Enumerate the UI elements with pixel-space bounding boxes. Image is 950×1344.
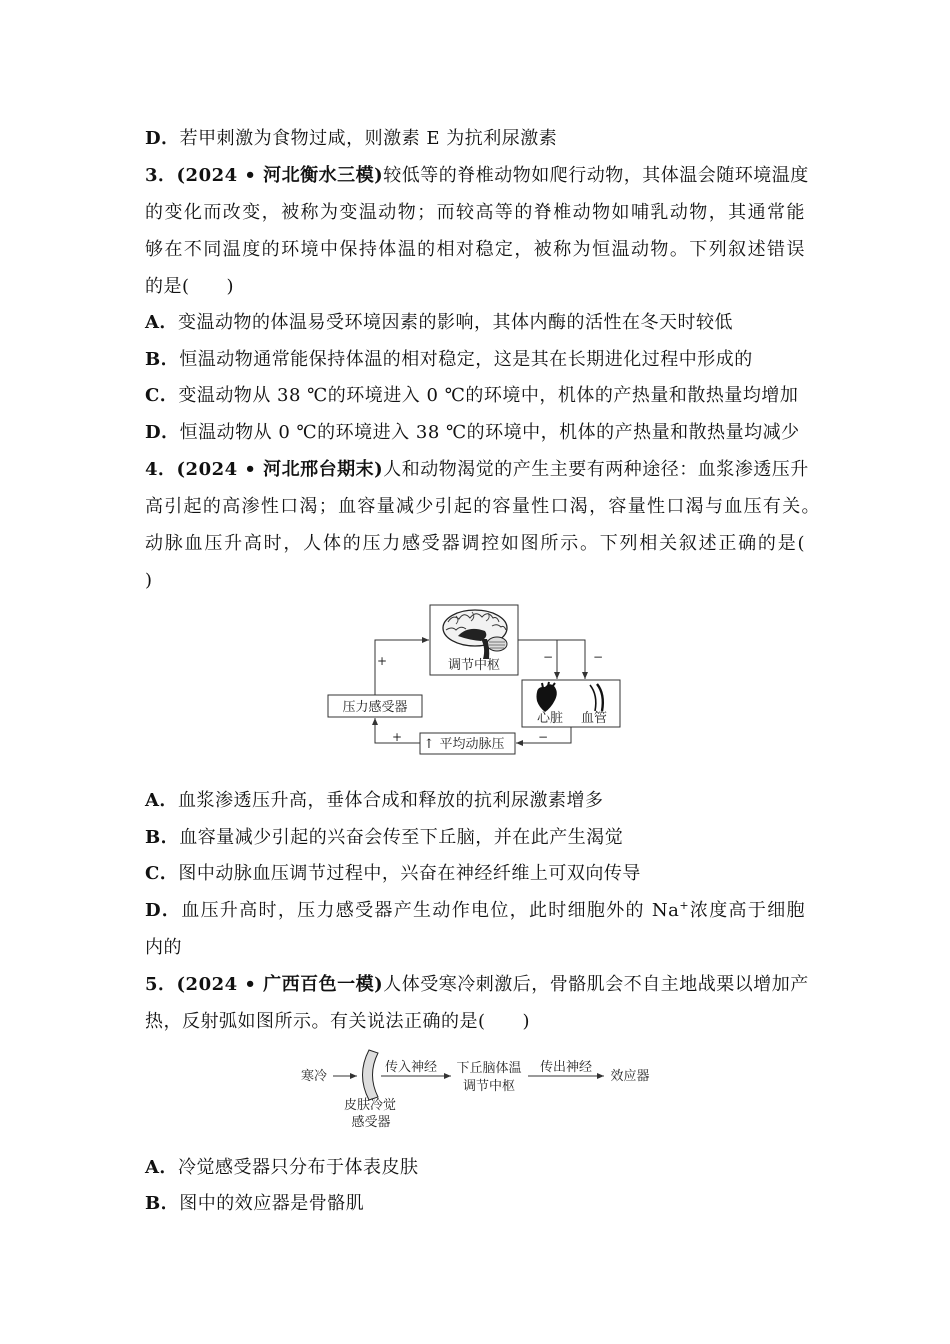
option-text: 恒温动物从 0 ℃的环境进入 38 ℃的环境中，机体的产热量和散热量均减少 bbox=[179, 422, 800, 443]
heart-label: 心脏 bbox=[536, 711, 564, 726]
mean-arterial-pressure-label: 平均动脉压 bbox=[439, 737, 505, 752]
option-label: B． bbox=[145, 1193, 180, 1214]
receptor-label-line-1: 皮肤冷觉 bbox=[343, 1098, 397, 1113]
option-text: 血浆渗透压升高，垂体合成和释放的抗利尿激素增多 bbox=[177, 790, 604, 811]
sign-center-to-vessel: − bbox=[592, 650, 604, 664]
pressure-receptor-label: 压力感受器 bbox=[342, 700, 408, 715]
sign-receptor-to-center: + bbox=[376, 654, 388, 668]
vessel-label: 血管 bbox=[580, 711, 608, 726]
option-text: 恒温动物通常能保持体温的相对稳定，这是其在长期进化过程中形成的 bbox=[179, 349, 753, 370]
option-label: A． bbox=[145, 790, 178, 811]
q4-stem-line-1 bbox=[145, 457, 809, 483]
superscript-plus: + bbox=[679, 899, 690, 912]
option-text: 图中动脉血压调节过程中，兴奋在神经纤维上可双向传导 bbox=[178, 863, 641, 884]
stem-text: 人和动物渴觉的产生主要有两种途径：血浆渗透压升 bbox=[383, 459, 809, 480]
option-label: A． bbox=[145, 312, 178, 333]
q3-option-b bbox=[145, 347, 753, 373]
q5-option-b bbox=[145, 1191, 364, 1217]
question-number: 5． bbox=[145, 974, 177, 995]
question-number: 3． bbox=[145, 165, 177, 186]
option-label: D． bbox=[145, 128, 180, 149]
control-center-label: 调节中枢 bbox=[447, 658, 501, 673]
sign-pressure-to-receptor: + bbox=[391, 730, 403, 744]
option-label: D． bbox=[145, 900, 182, 921]
q4-option-a bbox=[145, 788, 603, 814]
option-text: 若甲刺激为食物过咸，则激素 E 为抗利尿激素 bbox=[179, 128, 558, 149]
option-text: 血压升高时，压力感受器产生动作电位，此时细胞外的 Na bbox=[181, 900, 680, 921]
stimulus-label: 寒冷 bbox=[300, 1069, 328, 1084]
q3-stem-line-1 bbox=[145, 163, 809, 189]
reflex-arc-diagram bbox=[0, 1040, 950, 1135]
option-text: 图中的效应器是骨骼肌 bbox=[179, 1193, 365, 1214]
q4-option-c bbox=[145, 861, 641, 887]
q5-stem-line-2: 热，反射弧如图所示。有关说法正确的是( ) bbox=[145, 1011, 531, 1032]
center-label-line-1: 下丘脑体温 bbox=[456, 1061, 522, 1076]
q3-option-c bbox=[145, 383, 798, 409]
sign-effector-to-pressure: − bbox=[537, 730, 549, 744]
q3-stem-line-3: 够在不同温度的环境中保持体温的相对稳定，被称为恒温动物。下列叙述错误 bbox=[145, 239, 805, 260]
option-label: B． bbox=[145, 349, 180, 370]
q3-stem-line-4: 的是( ) bbox=[145, 276, 235, 297]
up-arrow-icon: ↑ bbox=[423, 737, 435, 752]
question-number: 4． bbox=[145, 459, 177, 480]
q4-stem-line-4: ) bbox=[145, 570, 153, 591]
option-text: 血容量减少引起的兴奋会传至下丘脑，并在此产生渴觉 bbox=[179, 827, 624, 848]
stem-text: 人体受寒冷刺激后，骨骼肌会不自主地战栗以增加产 bbox=[383, 974, 809, 995]
q4-stem-line-2: 高引起的高渗性口渴；血容量减少引起的容量性口渴，容量性口渴与血压有关。 bbox=[145, 496, 820, 517]
option-label: C． bbox=[145, 863, 179, 884]
effector-label: 效应器 bbox=[610, 1069, 650, 1084]
q3-option-d bbox=[145, 420, 800, 446]
q4-stem-line-3: 动脉血压升高时，人体的压力感受器调控如图所示。下列相关叙述正确的是( bbox=[145, 533, 805, 554]
option-label: A． bbox=[145, 1157, 178, 1178]
question-source: (2024 • 河北邢台期末) bbox=[176, 459, 384, 480]
afferent-nerve-label: 传入神经 bbox=[384, 1060, 438, 1075]
receptor-label-line-2: 感受器 bbox=[351, 1115, 391, 1130]
option-text: 变温动物的体温易受环境因素的影响，其体内酶的活性在冬天时较低 bbox=[177, 312, 733, 333]
option-text-rest: 浓度高于细胞 bbox=[689, 900, 806, 921]
sign-center-to-heart: − bbox=[542, 650, 554, 664]
stem-text: 较低等的脊椎动物如爬行动物，其体温会随环境温度 bbox=[383, 165, 809, 186]
q4-option-d bbox=[145, 898, 805, 924]
skin-receptor-icon bbox=[363, 1050, 379, 1100]
baroreceptor-regulation-diagram bbox=[0, 598, 950, 763]
option-label: C． bbox=[145, 385, 179, 406]
question-source: (2024 • 河北衡水三模) bbox=[176, 165, 384, 186]
q5-option-a bbox=[145, 1155, 418, 1181]
q3-stem-line-2: 的变化而改变，被称为变温动物；而较高等的脊椎动物如哺乳动物，其通常能 bbox=[145, 202, 805, 223]
q3-option-a bbox=[145, 310, 733, 336]
q4-option-b bbox=[145, 825, 623, 851]
q4-option-d-continued: 内的 bbox=[145, 937, 182, 958]
efferent-nerve-label: 传出神经 bbox=[539, 1060, 593, 1075]
option-label: D． bbox=[145, 422, 180, 443]
option-text: 冷觉感受器只分布于体表皮肤 bbox=[177, 1157, 419, 1178]
q2-option-d bbox=[145, 126, 557, 152]
question-source: (2024 • 广西百色一模) bbox=[176, 974, 384, 995]
q5-stem-line-1 bbox=[145, 972, 809, 998]
option-label: B． bbox=[145, 827, 180, 848]
center-label-line-2: 调节中枢 bbox=[462, 1079, 516, 1094]
option-text: 变温动物从 38 ℃的环境进入 0 ℃的环境中，机体的产热量和散热量均增加 bbox=[178, 385, 799, 406]
